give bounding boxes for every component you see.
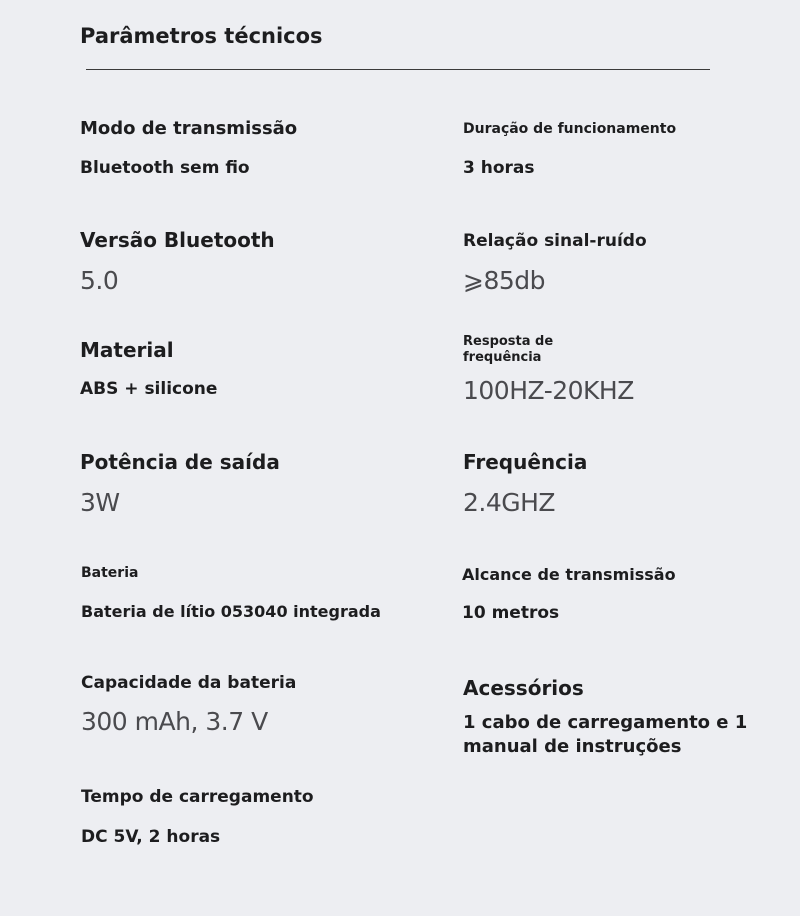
- spec-material: [80, 338, 218, 399]
- spec-output-power: [80, 450, 280, 517]
- spec-label-line2: frequência: [463, 350, 542, 365]
- spec-label: Material: [80, 338, 174, 362]
- spec-value: Bateria de lítio 053040 integrada: [81, 602, 381, 621]
- spec-bluetooth-version: [80, 228, 275, 295]
- spec-battery: [81, 565, 381, 621]
- spec-accessories: [463, 676, 748, 757]
- spec-frequency-response: [463, 334, 634, 405]
- spec-value: 10 metros: [462, 603, 560, 623]
- spec-label: Potência de saída: [80, 450, 280, 474]
- page-title: Parâmetros técnicos: [80, 24, 323, 48]
- spec-value: Bluetooth sem fio: [80, 158, 250, 178]
- spec-label: Versão Bluetooth: [80, 228, 275, 252]
- spec-label: Tempo de carregamento: [81, 787, 314, 807]
- spec-value: ABS + silicone: [80, 379, 218, 399]
- spec-value: 100HZ-20KHZ: [463, 376, 634, 405]
- spec-snr: [463, 231, 647, 295]
- spec-value: 2.4GHZ: [463, 488, 556, 517]
- spec-value: 3 horas: [463, 158, 535, 178]
- spec-transmission-range: [462, 565, 676, 623]
- spec-label-line1: Resposta de: [463, 334, 554, 349]
- spec-label: Duração de funcionamento: [463, 121, 677, 137]
- spec-value: 300 mAh, 3.7 V: [81, 707, 268, 736]
- spec-charging-time: [81, 787, 314, 847]
- spec-battery-capacity: [81, 673, 297, 736]
- spec-value: ⩾85db: [463, 266, 545, 295]
- spec-operating-time: [463, 121, 677, 178]
- spec-label: Relação sinal-ruído: [463, 231, 647, 251]
- spec-label: Alcance de transmissão: [462, 565, 676, 584]
- spec-frequency: [463, 450, 588, 517]
- spec-value: DC 5V, 2 horas: [81, 827, 221, 847]
- spec-label: Frequência: [463, 450, 588, 474]
- spec-label: Capacidade da bateria: [81, 673, 297, 693]
- spec-transmission-mode: [80, 118, 298, 178]
- spec-label: Modo de transmissão: [80, 118, 298, 139]
- spec-value-line1: 1 cabo de carregamento e 1: [463, 712, 748, 733]
- spec-label: Bateria: [81, 565, 139, 581]
- title-divider: [86, 69, 710, 70]
- spec-label: Acessórios: [463, 676, 584, 700]
- spec-value: 5.0: [80, 266, 119, 295]
- spec-value: 3W: [80, 488, 120, 517]
- spec-value-line2: manual de instruções: [463, 736, 682, 757]
